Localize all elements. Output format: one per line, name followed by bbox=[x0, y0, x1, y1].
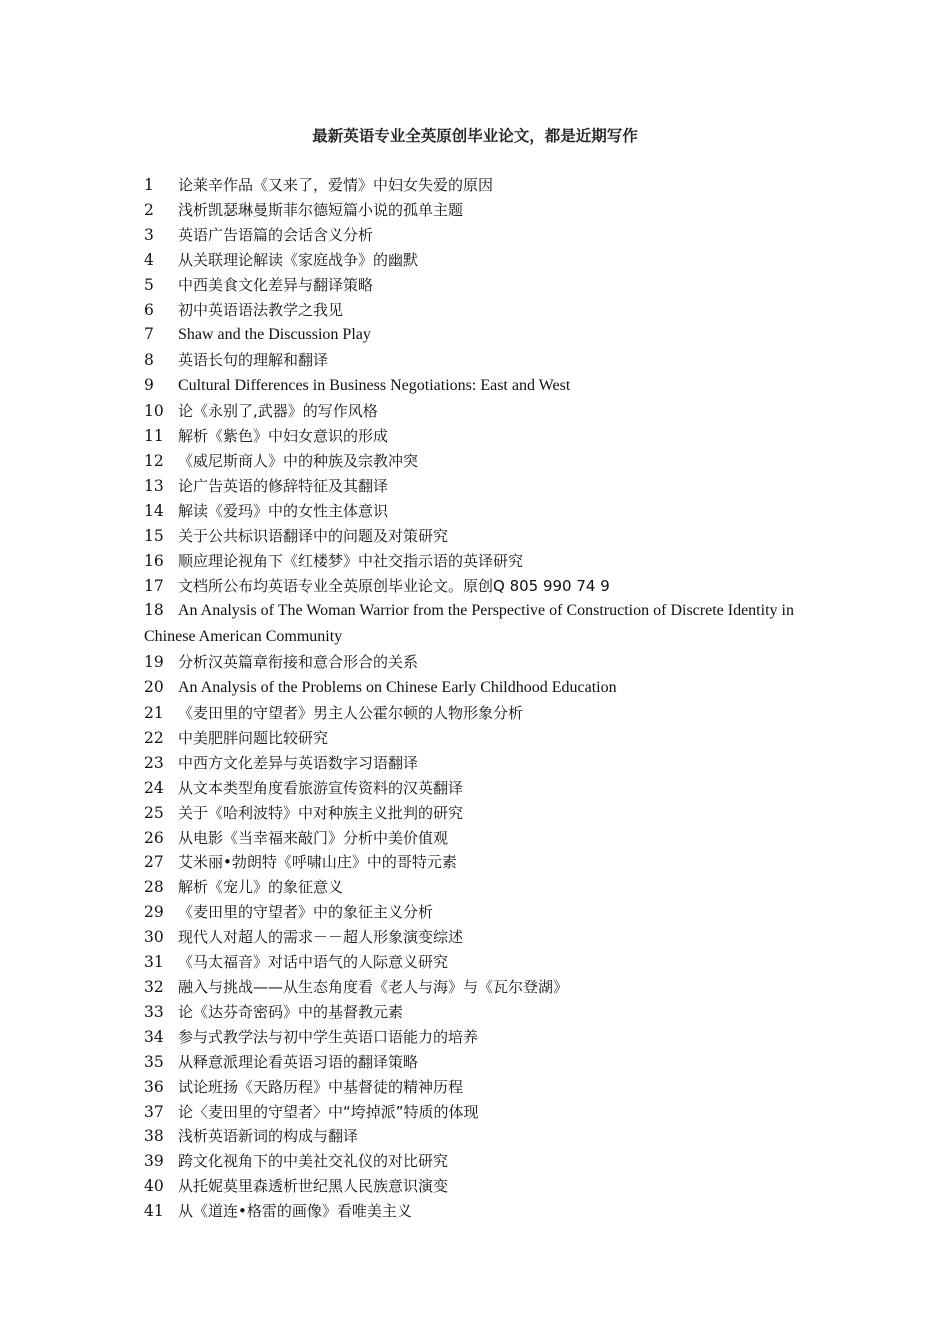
item-number: 32 bbox=[144, 978, 164, 996]
item-number: 37 bbox=[144, 1102, 164, 1121]
list-item bbox=[144, 173, 814, 198]
item-title: 论《永别了,武器》的写作风格 bbox=[178, 402, 378, 421]
list-item bbox=[144, 1075, 814, 1100]
item-number: 20 bbox=[144, 678, 164, 697]
list-item bbox=[144, 950, 814, 975]
item-title: 关于《哈利波特》中对种族主义批判的研究 bbox=[178, 803, 464, 822]
item-number: 25 bbox=[144, 803, 164, 822]
list-item bbox=[144, 474, 814, 499]
item-title: 从电影《当幸福来敲门》分析中美价值观 bbox=[178, 828, 449, 847]
item-number: 21 bbox=[144, 704, 164, 723]
list-item bbox=[144, 424, 814, 449]
item-title: 《马太福音》对话中语气的人际意义研究 bbox=[178, 953, 449, 972]
item-title: 关于公共标识语翻译中的问题及对策研究 bbox=[178, 526, 449, 545]
list-item bbox=[144, 776, 814, 801]
item-number: 29 bbox=[144, 903, 164, 922]
list-item bbox=[144, 524, 814, 549]
item-number: 19 bbox=[144, 653, 164, 672]
item-number: 16 bbox=[144, 551, 164, 570]
list-item bbox=[144, 322, 814, 348]
list-item bbox=[144, 1124, 814, 1149]
item-title: 英语长句的理解和翻译 bbox=[178, 351, 329, 370]
list-item bbox=[144, 1174, 814, 1199]
item-title: 论莱辛作品《又来了，爱情》中妇女失爱的原因 bbox=[178, 176, 494, 194]
item-number: 28 bbox=[144, 878, 164, 897]
list-item bbox=[144, 598, 814, 650]
list-item bbox=[144, 549, 814, 574]
item-number: 3 bbox=[144, 225, 154, 244]
item-number: 34 bbox=[144, 1027, 164, 1046]
item-title: 中西美食文化差异与翻译策略 bbox=[178, 275, 374, 294]
item-title: 论《达芬奇密码》中的基督教元素 bbox=[178, 1002, 404, 1021]
item-number: 33 bbox=[144, 1002, 164, 1021]
item-title: 试论班扬《天路历程》中基督徒的精神历程 bbox=[178, 1077, 464, 1096]
item-number: 24 bbox=[144, 778, 164, 797]
item-title: 从《道连•格雷的画像》看唯美主义 bbox=[178, 1202, 412, 1221]
item-title: An Analysis of the Problems on Chinese Early Childhood Education bbox=[178, 679, 617, 697]
item-number: 4 bbox=[144, 250, 154, 269]
item-title: Cultural Differences in Business Negotiations: East and West bbox=[178, 377, 571, 395]
item-title: 从释意派理论看英语习语的翻译策略 bbox=[178, 1052, 419, 1071]
item-title: 浅析英语新词的构成与翻译 bbox=[178, 1127, 359, 1146]
list-item bbox=[144, 348, 814, 373]
list-item bbox=[144, 298, 814, 323]
item-title: 顺应理论视角下《红楼梦》中社交指示语的英译研究 bbox=[178, 551, 524, 570]
item-title: 融入与挑战——从生态角度看《老人与海》与《瓦尔登湖》 bbox=[178, 978, 569, 996]
document-title: 最新英语专业全英原创毕业论文，都是近期写作 bbox=[312, 127, 638, 145]
item-title: 中美肥胖问题比较研究 bbox=[178, 728, 329, 747]
item-title: 艾米丽•勃朗特《呼啸山庄》中的哥特元素 bbox=[178, 853, 457, 872]
list-item bbox=[144, 449, 814, 474]
item-title: 初中英语语法教学之我见 bbox=[178, 300, 344, 319]
item-title: 从托妮莫里森透析世纪黑人民族意识演变 bbox=[178, 1177, 449, 1196]
item-title: 跨文化视角下的中美社交礼仪的对比研究 bbox=[178, 1152, 449, 1171]
item-number: 9 bbox=[144, 376, 154, 395]
item-title: 《威尼斯商人》中的种族及宗教冲突 bbox=[178, 451, 419, 470]
item-number: 7 bbox=[144, 325, 154, 344]
list-item bbox=[144, 1050, 814, 1075]
list-item bbox=[144, 1199, 814, 1224]
item-number: 18 bbox=[144, 601, 164, 620]
item-title: 《麦田里的守望者》男主人公霍尔顿的人物形象分析 bbox=[178, 704, 524, 723]
item-title: 从文本类型角度看旅游宣传资料的汉英翻译 bbox=[178, 778, 464, 797]
item-number: 17 bbox=[144, 576, 164, 595]
list-item bbox=[144, 273, 814, 298]
item-number: 1 bbox=[144, 176, 154, 194]
item-number: 5 bbox=[144, 275, 154, 294]
item-number: 14 bbox=[144, 501, 164, 520]
item-number: 35 bbox=[144, 1052, 164, 1071]
item-title: 分析汉英篇章衔接和意合形合的关系 bbox=[178, 653, 419, 672]
item-title: 中西方文化差异与英语数字习语翻译 bbox=[178, 753, 419, 772]
item-title: 文档所公布均英语专业全英原创毕业论文。原创Q 805 990 74 9 bbox=[178, 576, 610, 595]
item-number: 2 bbox=[144, 200, 154, 219]
list-item bbox=[144, 574, 814, 599]
list-item bbox=[144, 675, 814, 701]
item-title: 从关联理论解读《家庭战争》的幽默 bbox=[178, 250, 419, 269]
item-title: 解析《紫色》中妇女意识的形成 bbox=[178, 427, 389, 446]
list-item bbox=[144, 801, 814, 826]
item-number: 13 bbox=[144, 476, 164, 495]
thesis-title-list bbox=[144, 173, 814, 1224]
item-title: An Analysis of The Woman Warrior from the Perspective of Construction of Discrete Identity in Chinese American Community bbox=[144, 602, 794, 646]
item-number: 26 bbox=[144, 828, 164, 847]
item-title: 参与式教学法与初中学生英语口语能力的培养 bbox=[178, 1027, 479, 1046]
item-number: 40 bbox=[144, 1177, 164, 1196]
item-number: 23 bbox=[144, 753, 164, 772]
list-item bbox=[144, 1000, 814, 1025]
list-item bbox=[144, 223, 814, 248]
item-title: 解读《爱玛》中的女性主体意识 bbox=[178, 501, 389, 520]
list-item bbox=[144, 1100, 814, 1125]
item-number: 27 bbox=[144, 853, 164, 872]
list-item bbox=[144, 726, 814, 751]
item-number: 30 bbox=[144, 928, 164, 947]
list-item bbox=[144, 1149, 814, 1174]
item-number: 31 bbox=[144, 953, 164, 972]
list-item bbox=[144, 650, 814, 675]
list-item bbox=[144, 499, 814, 524]
item-number: 10 bbox=[144, 402, 164, 421]
item-number: 6 bbox=[144, 300, 154, 319]
list-item bbox=[144, 850, 814, 875]
item-title: 《麦田里的守望者》中的象征主义分析 bbox=[178, 903, 434, 922]
item-title: 论〈麦田里的守望者〉中“垮掉派”特质的体现 bbox=[178, 1102, 479, 1121]
item-number: 38 bbox=[144, 1127, 164, 1146]
item-title: 浅析凯瑟琳曼斯菲尔德短篇小说的孤单主题 bbox=[178, 200, 464, 219]
list-item bbox=[144, 248, 814, 273]
list-item bbox=[144, 751, 814, 776]
list-item bbox=[144, 373, 814, 399]
item-number: 15 bbox=[144, 526, 164, 545]
list-item bbox=[144, 925, 814, 950]
item-title: 现代人对超人的需求－－超人形象演变综述 bbox=[178, 928, 464, 947]
list-item bbox=[144, 875, 814, 900]
item-number: 41 bbox=[144, 1202, 164, 1221]
item-title: 解析《宠儿》的象征意义 bbox=[178, 878, 344, 897]
list-item bbox=[144, 900, 814, 925]
list-item bbox=[144, 701, 814, 726]
item-number: 36 bbox=[144, 1077, 164, 1096]
item-number: 22 bbox=[144, 728, 164, 747]
item-number: 12 bbox=[144, 451, 164, 470]
list-item bbox=[144, 198, 814, 223]
item-number: 39 bbox=[144, 1152, 164, 1171]
item-title: 论广告英语的修辞特征及其翻译 bbox=[178, 476, 389, 495]
list-item bbox=[144, 975, 814, 1000]
item-number: 8 bbox=[144, 351, 154, 370]
item-number: 11 bbox=[144, 427, 164, 446]
item-title: Shaw and the Discussion Play bbox=[178, 326, 371, 344]
list-item bbox=[144, 399, 814, 424]
list-item bbox=[144, 826, 814, 851]
list-item bbox=[144, 1025, 814, 1050]
item-title: 英语广告语篇的会话含义分析 bbox=[178, 225, 374, 244]
